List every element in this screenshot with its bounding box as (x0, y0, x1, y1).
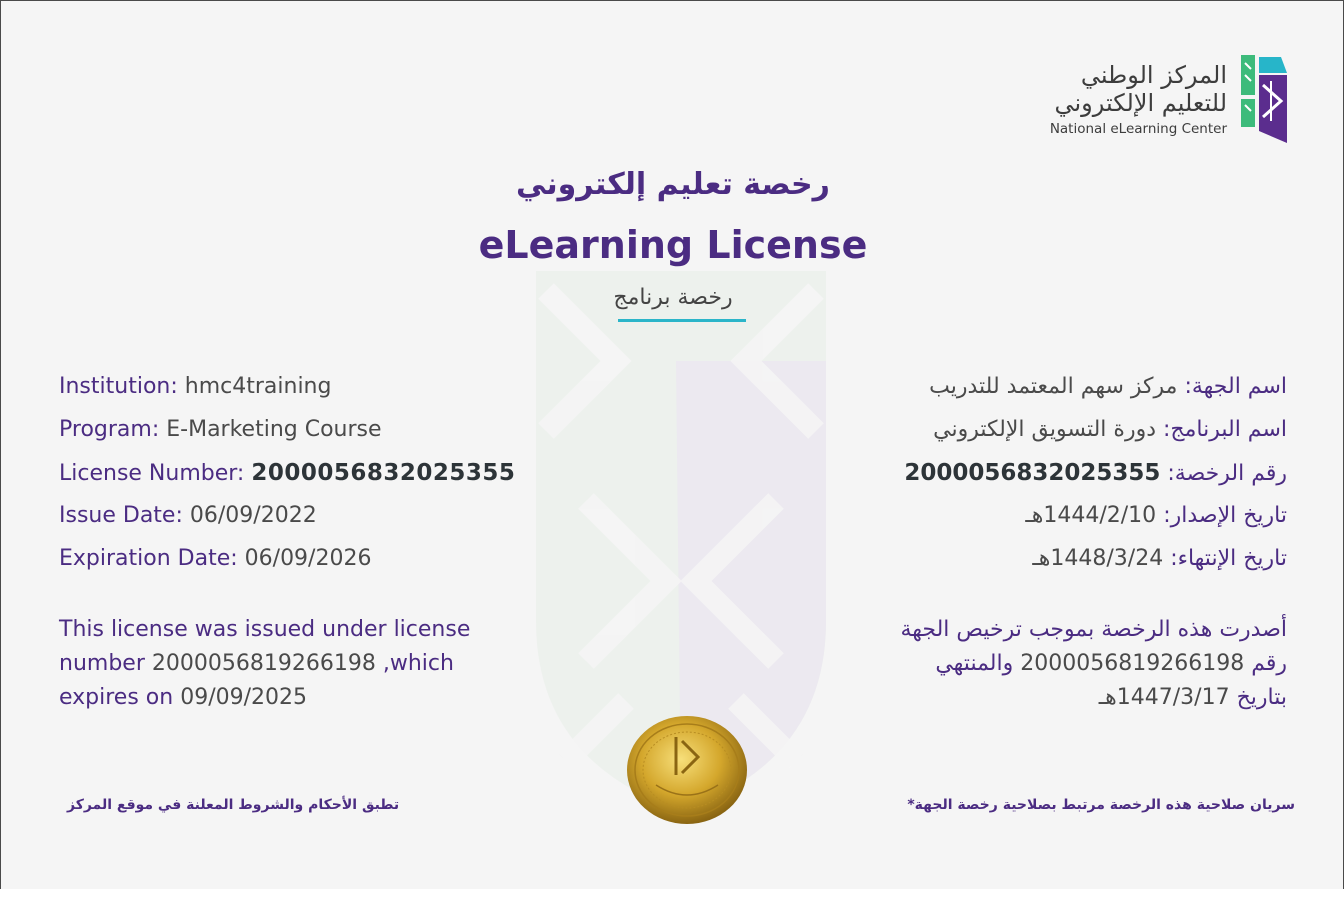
title-english: eLearning License (478, 223, 868, 267)
logo-arabic-line2: للتعليم الإلكتروني (1054, 89, 1227, 117)
field-program (59, 414, 579, 457)
field-label: Program: (59, 417, 160, 442)
field-value: دورة التسويق الإلكتروني (933, 417, 1156, 442)
note-text: بتاريخ (1236, 685, 1287, 710)
parent-license-expiry: 09/09/2025 (180, 685, 308, 710)
logo-arabic-line1: المركز الوطني (1080, 61, 1227, 89)
parent-license-number: 2000056819266198 (1020, 651, 1245, 676)
logo-english-name: National eLearning Center (1049, 121, 1227, 137)
field-license-number-ar (767, 457, 1287, 500)
title-arabic: رخصة تعليم إلكتروني (516, 167, 830, 202)
field-label: تاريخ الإصدار: (1163, 503, 1287, 528)
note-text: والمنتهي (935, 651, 1014, 676)
field-label: اسم الجهة: (1184, 374, 1287, 399)
field-issue-date-ar (767, 500, 1287, 543)
note-text: ,which (382, 651, 454, 676)
field-label: اسم البرنامج: (1163, 417, 1287, 442)
nelc-logo-icon (1241, 55, 1287, 143)
field-label: Issue Date: (59, 503, 183, 528)
field-value: 2000056832025355 (904, 460, 1161, 486)
field-expiration-date (59, 543, 579, 586)
field-value: 06/09/2026 (244, 546, 372, 571)
field-expiration-date-ar (767, 543, 1287, 586)
note-line (827, 647, 1287, 681)
note-text: رقم (1251, 651, 1287, 676)
note-text: expires on (59, 685, 174, 710)
field-label: تاريخ الإنتهاء: (1170, 546, 1287, 571)
note-text: number (59, 651, 145, 676)
footer-validity-note: سريان صلاحية هذه الرخصة مرتبط بصلاحية رخصة الجهة* (907, 797, 1295, 813)
field-value: 1444/2/10هـ (1025, 503, 1157, 528)
field-value: hmc4training (184, 374, 332, 399)
field-license-number (59, 457, 579, 500)
bottom-strip (0, 889, 1344, 915)
parent-license-expiry: 1447/3/17هـ (1098, 685, 1230, 710)
nelc-logo (967, 55, 1287, 145)
fields-arabic (767, 371, 1287, 586)
field-institution-ar (767, 371, 1287, 414)
note-line (59, 647, 539, 681)
field-label: Expiration Date: (59, 546, 238, 571)
field-program-ar (767, 414, 1287, 457)
field-value: 1448/3/24هـ (1032, 546, 1164, 571)
field-issue-date (59, 500, 579, 543)
field-label: رقم الرخصة: (1167, 461, 1287, 486)
subtitle-underline (618, 319, 746, 322)
issuance-note-arabic (827, 613, 1287, 715)
note-line (827, 681, 1287, 715)
field-value: E-Marketing Course (166, 417, 382, 442)
footer-terms: تطبق الأحكام والشروط المعلنة في موقع المركز (67, 797, 400, 813)
gold-seal (626, 715, 748, 825)
subtitle-arabic: رخصة برنامج (613, 285, 733, 310)
field-label: License Number: (59, 461, 245, 486)
fields-english (59, 371, 579, 586)
parent-license-number: 2000056819266198 (151, 651, 376, 676)
note-line: This license was issued under license (59, 617, 471, 642)
field-value: 2000056832025355 (251, 460, 516, 486)
note-line (59, 681, 539, 715)
note-line: أصدرت هذه الرخصة بموجب ترخيص الجهة (900, 617, 1287, 642)
issuance-note-english (59, 613, 539, 715)
field-label: Institution: (59, 374, 178, 399)
field-value: مركز سهم المعتمد للتدريب (929, 374, 1178, 399)
field-value: 06/09/2022 (189, 503, 317, 528)
field-institution (59, 371, 579, 414)
